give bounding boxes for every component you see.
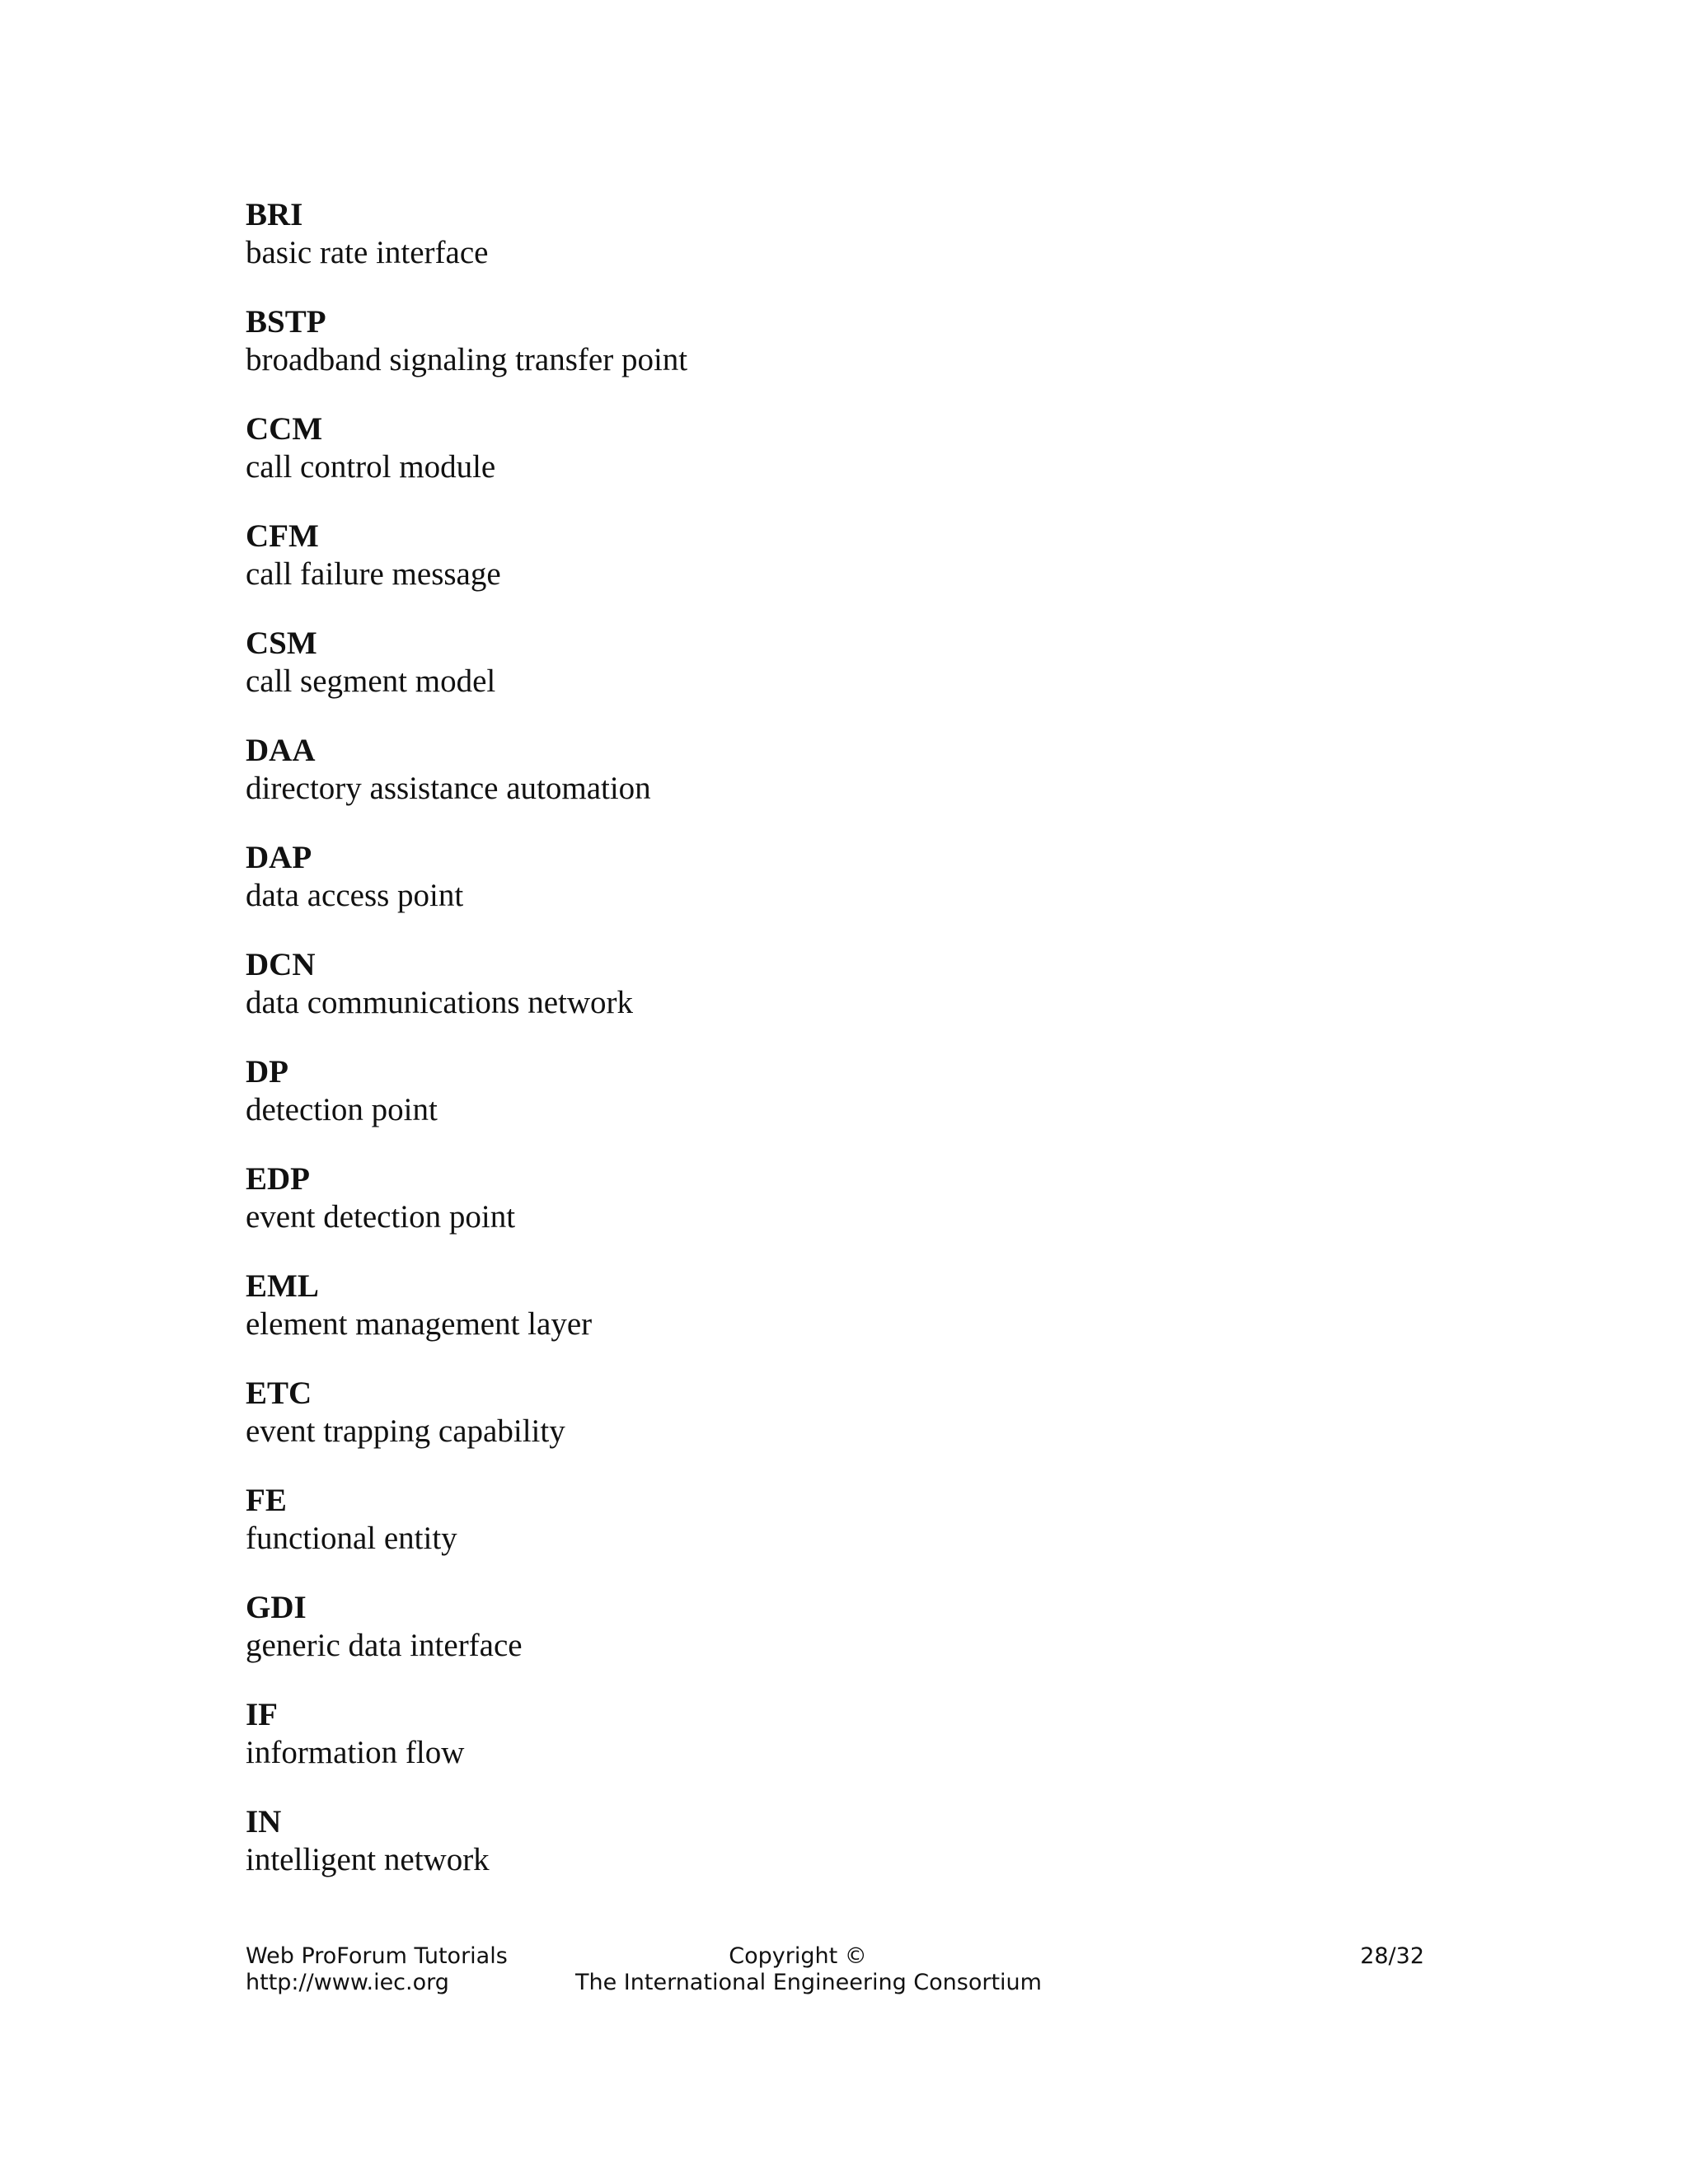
glossary-term: DCN (246, 947, 316, 982)
glossary-term: CSM (246, 626, 317, 661)
glossary-term: BRI (246, 197, 303, 232)
glossary-term: EML (246, 1268, 319, 1304)
glossary-term: DAA (246, 733, 316, 768)
footer-publication: Web ProForum Tutorials (246, 1943, 508, 1969)
glossary-list (246, 196, 1482, 1910)
glossary-definition: call segment model (246, 663, 496, 699)
glossary-definition: call failure message (246, 556, 501, 592)
glossary-definition: data access point (246, 878, 464, 913)
glossary-definition: broadband signaling transfer point (246, 342, 688, 377)
glossary-term: CCM (246, 411, 323, 447)
glossary-entry (246, 1482, 1482, 1589)
page-footer (246, 1943, 1424, 2001)
glossary-entry (246, 1053, 1482, 1160)
glossary-term: CFM (246, 518, 319, 554)
glossary-definition: data communications network (246, 985, 634, 1020)
glossary-entry (246, 518, 1482, 625)
glossary-entry (246, 625, 1482, 732)
footer-center (575, 1943, 1042, 1996)
glossary-definition: directory assistance automation (246, 771, 651, 806)
glossary-entry (246, 1696, 1482, 1803)
glossary-definition: generic data interface (246, 1628, 523, 1663)
glossary-term: GDI (246, 1590, 307, 1625)
page-number: 28/32 (1360, 1943, 1424, 1969)
glossary-entry (246, 839, 1482, 946)
footer-right (1360, 1943, 1424, 1970)
glossary-entry (246, 196, 1482, 303)
glossary-definition: basic rate interface (246, 235, 489, 270)
glossary-term: IN (246, 1804, 282, 1840)
glossary-term: ETC (246, 1376, 312, 1411)
glossary-entry (246, 410, 1482, 518)
glossary-term: FE (246, 1483, 287, 1518)
glossary-definition: functional entity (246, 1521, 457, 1556)
glossary-definition: intelligent network (246, 1842, 490, 1877)
glossary-definition: call control module (246, 449, 496, 485)
footer-organization: The International Engineering Consortium (575, 1970, 1042, 1995)
glossary-entry (246, 732, 1482, 839)
glossary-entry (246, 1160, 1482, 1268)
glossary-term: DAP (246, 840, 312, 875)
glossary-entry (246, 1375, 1482, 1482)
footer-copyright: Copyright © (729, 1943, 867, 1969)
glossary-definition: information flow (246, 1735, 465, 1770)
glossary-entry (246, 1589, 1482, 1696)
glossary-term: DP (246, 1054, 288, 1090)
glossary-definition: event trapping capability (246, 1413, 565, 1449)
glossary-definition: element management layer (246, 1306, 593, 1342)
glossary-entry (246, 1268, 1482, 1375)
footer-left (246, 1943, 508, 1996)
footer-url: http://www.iec.org (246, 1970, 449, 1995)
glossary-term: BSTP (246, 304, 326, 340)
glossary-definition: event detection point (246, 1199, 516, 1235)
glossary-entry (246, 1803, 1482, 1910)
glossary-entry (246, 303, 1482, 410)
glossary-entry (246, 946, 1482, 1053)
glossary-term: EDP (246, 1161, 310, 1197)
glossary-term: IF (246, 1697, 278, 1732)
glossary-definition: detection point (246, 1092, 438, 1127)
